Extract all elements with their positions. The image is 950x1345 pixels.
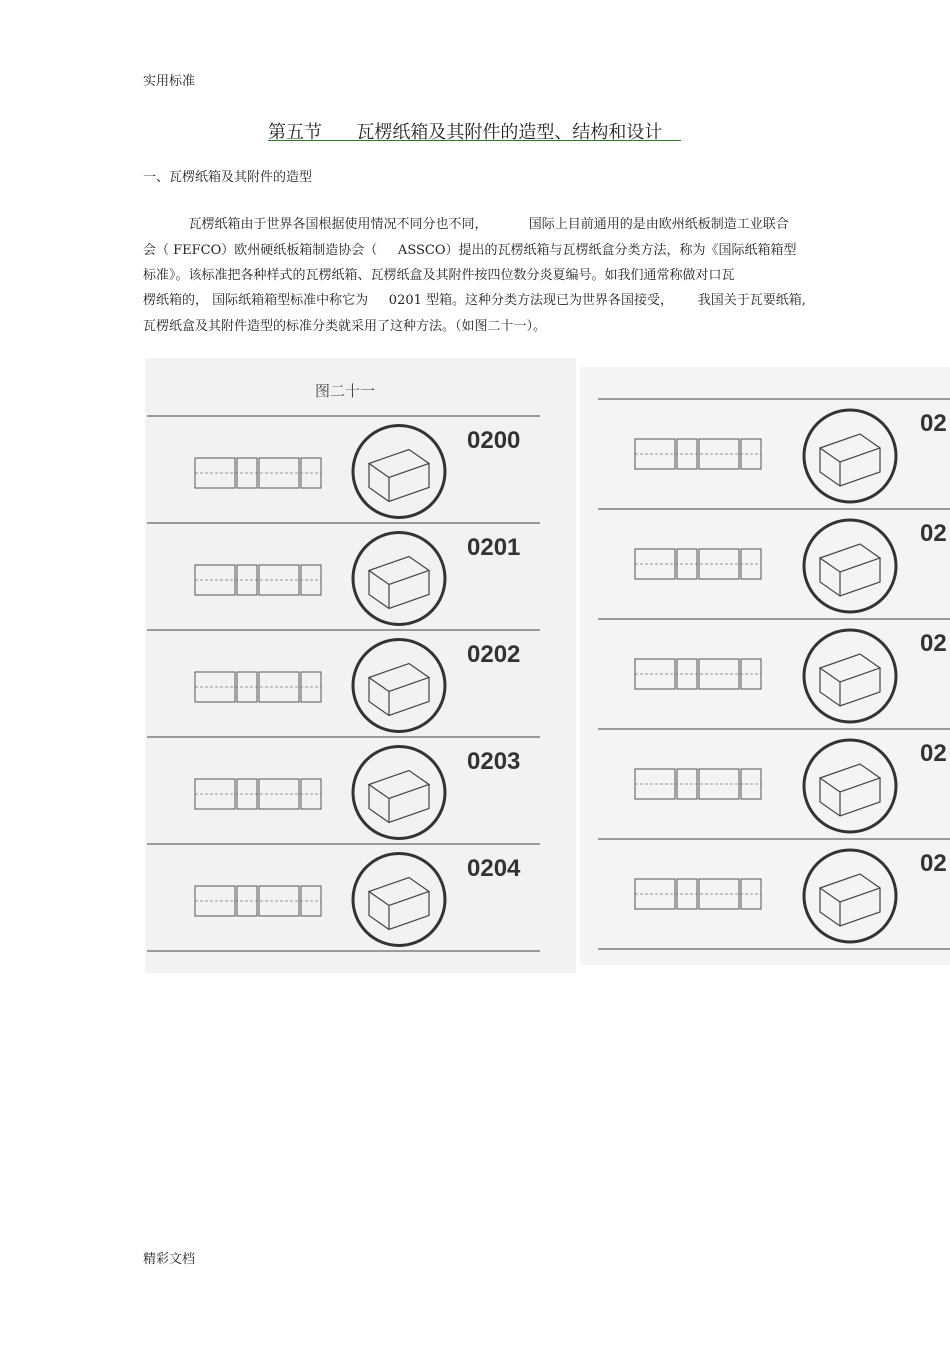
die-cut-layout (195, 458, 321, 488)
paragraph-line: 瓦楞纸箱由于世界各国根据使用情况不同分也不同， 国际上目前通用的是由欧州纸板制造工业联合 (143, 217, 789, 232)
right-figure-row (598, 839, 950, 942)
box-illustration (353, 640, 445, 732)
left-figure-row (147, 416, 540, 518)
box-illustration (804, 630, 896, 722)
die-cut-layout (635, 549, 761, 579)
box-illustration (804, 850, 896, 942)
box-style-code: 0201 (467, 534, 521, 561)
left-figure-row (147, 523, 540, 625)
left-figure-row (147, 844, 540, 946)
box-style-code: 02 (920, 850, 947, 877)
section-title: 第五节 瓦楞纸箱及其附件的造型、结构和设计 (268, 122, 663, 143)
die-cut-layout (195, 672, 321, 702)
paragraph-line: 会（ FEFCO）欧州硬纸板箱制造协会（ ASSCO）提出的瓦楞纸箱与瓦楞纸盒分类方法，称为《国际纸箱箱型 (143, 243, 797, 258)
figure-box-styles-right (580, 367, 950, 965)
page-header: 实用标准 (143, 74, 196, 89)
subsection-heading: 一、瓦楞纸箱及其附件的造型 (143, 170, 313, 185)
die-cut-layout (635, 879, 761, 909)
die-cut-layout (195, 565, 321, 595)
paragraph-line: 标准》。该标准把各种样式的瓦楞纸箱、瓦楞纸盒及其附件按四位数分炎夏编号。如我们通常称做对口瓦 (143, 268, 735, 283)
die-cut-layout (195, 779, 321, 809)
box-illustration (353, 747, 445, 839)
right-figure-row (598, 619, 950, 722)
box-style-code: 0202 (467, 641, 521, 668)
box-style-code: 0200 (467, 427, 521, 454)
figure-right-drawing (580, 367, 950, 965)
figure-box-styles-left (145, 358, 576, 973)
right-figure-row (598, 399, 950, 502)
box-style-code: 02 (920, 410, 947, 437)
box-style-code: 0204 (467, 855, 521, 882)
box-style-code: 02 (920, 520, 947, 547)
right-figure-row (598, 509, 950, 612)
page-footer: 精彩文档 (143, 1252, 196, 1267)
box-illustration (804, 410, 896, 502)
die-cut-layout (195, 886, 321, 916)
die-cut-layout (635, 659, 761, 689)
die-cut-layout (635, 439, 761, 469)
box-illustration (353, 533, 445, 625)
box-illustration (353, 854, 445, 946)
die-cut-layout (635, 769, 761, 799)
box-illustration (804, 520, 896, 612)
box-illustration (353, 426, 445, 518)
left-figure-row (147, 737, 540, 839)
right-figure-row (598, 729, 950, 832)
title-underline (268, 140, 681, 141)
paragraph-line: 楞纸箱的， 国际纸箱箱型标准中称它为 0201 型箱。这种分类方法现已为世界各国接受， 我国关于瓦要纸箱, (143, 293, 806, 308)
paragraph-line: 瓦楞纸盒及其附件造型的标准分类就采用了这种方法。（如图二十一）。 (143, 319, 547, 334)
box-style-code: 0203 (467, 748, 521, 775)
box-style-code: 02 (920, 740, 947, 767)
left-figure-row (147, 630, 540, 732)
box-style-code: 02 (920, 630, 947, 657)
figure-left-drawing (145, 358, 576, 973)
figure-caption: 图二十一 (314, 383, 376, 400)
box-illustration (804, 740, 896, 832)
